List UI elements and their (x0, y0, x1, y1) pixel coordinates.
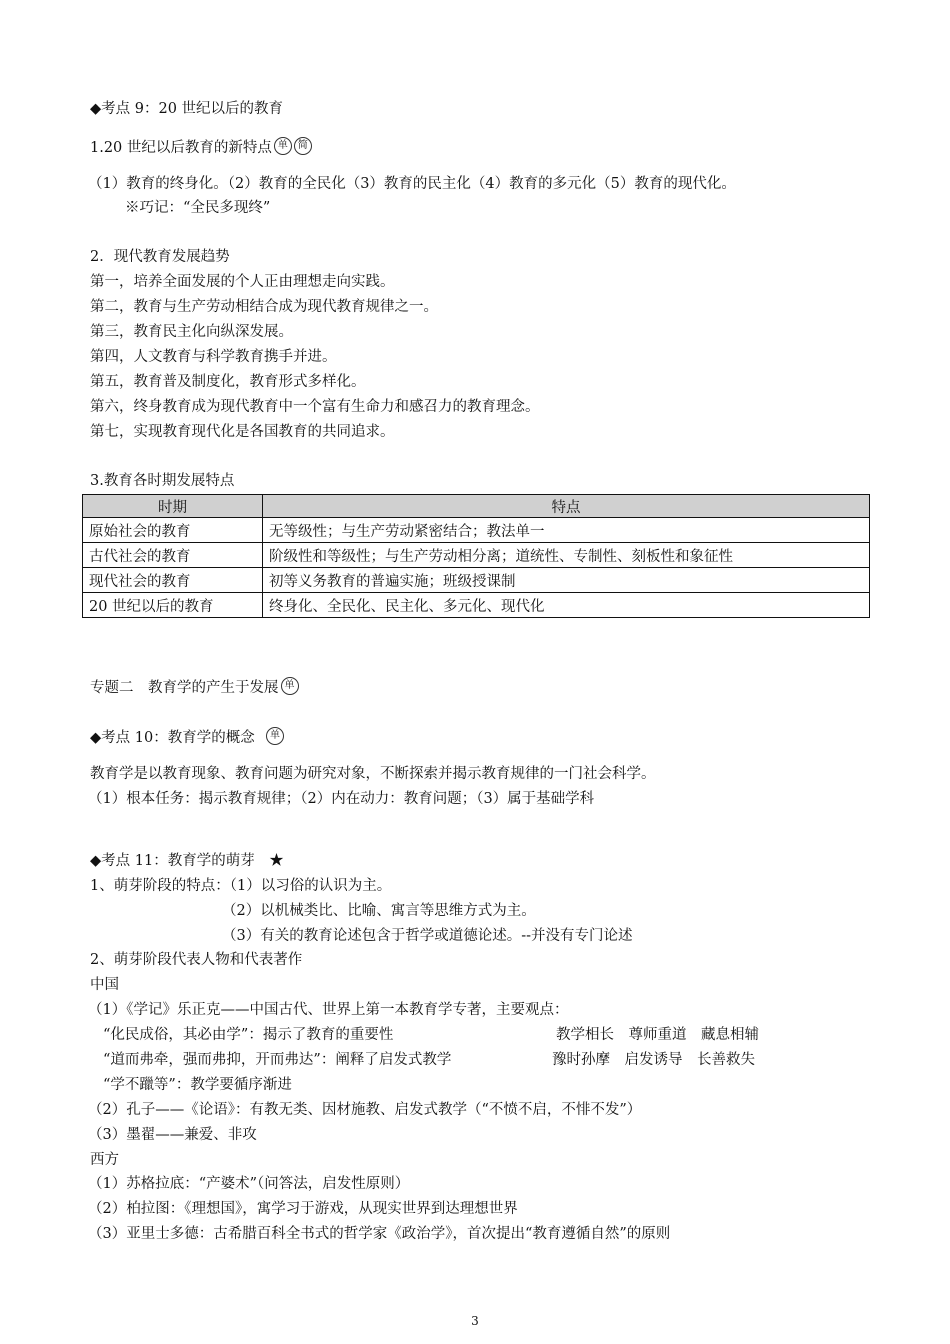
table-cell: 无等级性；与生产劳动紧密结合；教法单一 (263, 518, 870, 543)
s9-p1-items: （1）教育的终身化。（2）教育的全民化（3）教育的民主化（4）教育的多元化（5）教育的现代化。 (88, 176, 736, 192)
s9-p1-title: 1.20 世纪以后教育的新特点 (90, 140, 272, 156)
xueji-quote: “化民成俗，其必由学”：揭示了教育的重要性 (103, 1027, 394, 1043)
table-cell: 初等义务教育的普遍实施；班级授课制 (263, 568, 870, 593)
s11-p2-title: 2、萌芽阶段代表人物和代表著作 (90, 952, 303, 968)
s11-p1-item: （2）以机械类比、比喻、寓言等思维方式为主。 (222, 903, 536, 919)
s10-points: （1）根本任务：揭示教育规律；（2）内在动力：教育问题；（3）属于基础学科 (88, 791, 595, 807)
s9-p2-title: 2．现代教育发展趋势 (90, 249, 230, 265)
table-cell: 原始社会的教育 (83, 518, 263, 543)
s11-p1-item: （3）有关的教育论述包含于哲学或道德论述。--并没有专门论述 (222, 928, 633, 944)
s9-p2-line: 第四，人文教育与科学教育携手并进。 (90, 349, 337, 365)
s9-p3-title: 3.教育各时期发展特点 (90, 473, 235, 489)
s11-heading: ◆考点 11：教育学的萌芽 ★ (90, 853, 284, 869)
xueji-quote: “道而弗牵，强而弗抑，开而弗达”：阐释了启发式教学 (103, 1052, 452, 1068)
west-label: 西方 (90, 1152, 119, 1168)
s9-p1-title-line (90, 137, 312, 157)
table-row (83, 518, 870, 543)
table-cell: 阶级性和等级性；与生产劳动相分离；道统性、专制性、刻板性和象征性 (263, 543, 870, 568)
s9-p1-tip: ※巧记：“全民多现终” (125, 200, 271, 216)
s9-p2-line: 第二，教育与生产劳动相结合成为现代教育规律之一。 (90, 299, 438, 315)
china-label: 中国 (90, 977, 119, 993)
topic2-title: 专题二 教育学的产生于发展 (90, 680, 279, 696)
s9-heading: ◆考点 9：20 世纪以后的教育 (90, 101, 284, 117)
s9-p2-line: 第六，终身教育成为现代教育中一个富有生命力和感召力的教育理念。 (90, 399, 540, 415)
xueji-principles: 教学相长 尊师重道 藏息相辅 (556, 1027, 759, 1043)
s9-p2-line: 第七，实现教育现代化是各国教育的共同追求。 (90, 424, 395, 440)
table-cell: 古代社会的教育 (83, 543, 263, 568)
china-item: （2）孔子——《论语》：有教无类、因材施教、启发式教学（“不愤不启，不悱不发”） (88, 1102, 642, 1118)
s11-p1-item: （1）以习俗的认识为主。 (229, 878, 392, 894)
s9-p2-line: 第一，培养全面发展的个人正由理想走向实践。 (90, 274, 395, 290)
s10-heading: ◆考点 10：教育学的概念 (90, 730, 255, 746)
table-header: 特点 (263, 495, 870, 518)
table-row (83, 543, 870, 568)
west-item: （2）柏拉图：《理想国》，寓学习于游戏，从现实世界到达理想世界 (88, 1201, 518, 1217)
period-features-table (82, 494, 870, 618)
china-item: （1）《学记》乐正克——中国古代、世界上第一本教育学专著，主要观点： (88, 1002, 569, 1018)
topic2-title-line (90, 677, 299, 697)
table-row (83, 593, 870, 618)
xueji-principles: 豫时孙摩 启发诱导 长善救失 (552, 1052, 755, 1068)
table-row (83, 568, 870, 593)
west-item: （3）亚里士多德：古希腊百科全书式的哲学家《政治学》，首次提出“教育遵循自然”的原则 (88, 1226, 671, 1242)
s11-p1-title-line (90, 877, 391, 895)
s9-p2-line: 第五，教育普及制度化，教育形式多样化。 (90, 374, 366, 390)
table-cell: 终身化、全民化、民主化、多元化、现代化 (263, 593, 870, 618)
table-cell: 现代社会的教育 (83, 568, 263, 593)
single-choice-badge: 单 (281, 677, 299, 695)
s9-p2-line: 第三，教育民主化向纵深发展。 (90, 324, 293, 340)
s10-definition: 教育学是以教育现象、教育问题为研究对象，不断探索并揭示教育规律的一门社会科学。 (90, 766, 656, 782)
s11-p1-title: 1、萌芽阶段的特点： (90, 878, 230, 894)
table-header: 时期 (83, 495, 263, 518)
single-choice-badge: 单 (266, 727, 284, 745)
west-item: （1）苏格拉底：“产婆术”（问答法，启发性原则） (88, 1176, 410, 1192)
table-header-row (83, 495, 870, 518)
s10-heading-line (90, 727, 284, 747)
page-number: 3 (471, 1314, 479, 1328)
short-answer-badge: 简 (294, 137, 312, 155)
china-item: （3）墨翟——兼爱、非攻 (88, 1127, 257, 1143)
single-choice-badge: 单 (274, 137, 292, 155)
table-cell: 20 世纪以后的教育 (83, 593, 263, 618)
xueji-quote: “学不躐等”：教学要循序渐进 (103, 1077, 292, 1093)
